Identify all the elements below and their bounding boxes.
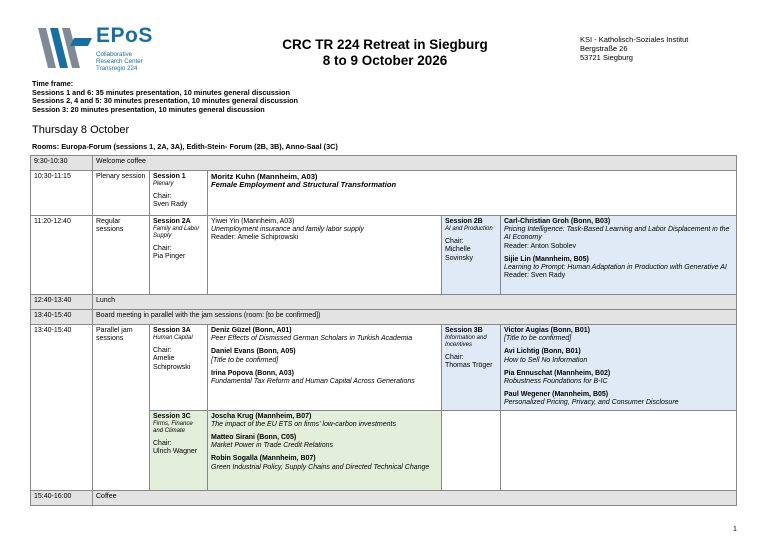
talk-cell bbox=[501, 216, 737, 295]
time-cell: 12:40-13:40 bbox=[31, 295, 93, 310]
break-cell: Board meeting in parallel with the jam sessions (room: [to be confirmed]) bbox=[93, 310, 737, 325]
session-info bbox=[150, 171, 208, 216]
paper-title: Market Power in Trade Credit Relations bbox=[211, 442, 334, 450]
speaker: Irina Popova (Bonn, A03) bbox=[211, 369, 294, 377]
chair-label: Chair: bbox=[153, 347, 172, 355]
time-cell: 10:30-11:15 bbox=[31, 171, 93, 216]
speaker: Pia Ennuschat (Mannheim, B02) bbox=[504, 369, 611, 377]
session-title: Session 3C bbox=[153, 412, 191, 420]
time-frame bbox=[32, 80, 298, 114]
time-cell: 13:40-15:40 bbox=[31, 325, 93, 491]
talk-cell bbox=[208, 171, 737, 216]
session-title: Session 1 bbox=[153, 173, 186, 180]
speaker: Yiwei Yin (Mannheim, A03) bbox=[211, 218, 295, 225]
session-type: Plenary session bbox=[93, 171, 150, 216]
table-row bbox=[31, 171, 737, 216]
paper-title: Personalized Pricing, Privacy, and Consumer Disclosure bbox=[504, 399, 679, 407]
table-row bbox=[31, 310, 737, 325]
break-cell: Lunch bbox=[93, 295, 737, 310]
chair-label: Chair: bbox=[153, 439, 172, 447]
chair-label: Chair: bbox=[445, 354, 464, 362]
time-frame-line: Sessions 2, 4 and 5: 30 minutes presentation, 10 minutes general discussion bbox=[32, 96, 299, 106]
paper-title: Fundamental Tax Reform and Human Capital Across Generations bbox=[211, 378, 415, 386]
time-cell: 15:40-16:00 bbox=[31, 490, 93, 505]
chair-label: Chair: bbox=[153, 193, 172, 201]
session-subtitle: Human Capital bbox=[153, 335, 193, 342]
page-dates: 8 to 9 October 2026 bbox=[322, 53, 448, 68]
session-title: Session 3B bbox=[445, 327, 483, 334]
chair-name: Thomas Tröger bbox=[445, 362, 493, 370]
address-line: Bergstraße 26 bbox=[580, 43, 628, 53]
page-title: CRC TR 224 Retreat in Siegburg bbox=[282, 37, 488, 52]
session-type: Regular sessions bbox=[93, 216, 150, 295]
session-info bbox=[150, 325, 208, 411]
address-line: 53721 Siegburg bbox=[580, 52, 633, 62]
session-info bbox=[150, 216, 208, 295]
time-frame-line: Session 3: 20 minutes presentation, 10 minutes general discussion bbox=[32, 104, 265, 114]
chair-label: Chair: bbox=[445, 238, 464, 246]
talk-cell bbox=[208, 216, 442, 295]
speaker: Carl-Christian Groh (Bonn, B03) bbox=[504, 218, 611, 225]
speaker: Moritz Kuhn (Mannheim, A03) bbox=[211, 172, 318, 181]
paper-title: Unemployment insurance and family labor supply bbox=[211, 226, 364, 234]
speaker: Deniz Güzel (Bonn, A01) bbox=[211, 327, 292, 334]
paper-title: Learning to Prompt: Human Adaptation in Production with Generative AI bbox=[504, 264, 727, 272]
logo-line: Transregio 224 bbox=[96, 65, 138, 72]
session-title: Session 2A bbox=[153, 218, 191, 225]
venue-address bbox=[580, 36, 688, 62]
session-subtitle: Firms, Finance and Climate bbox=[153, 420, 193, 434]
chair-label: Chair: bbox=[153, 245, 172, 253]
time-cell: 13:40-15:40 bbox=[31, 310, 93, 325]
rooms-info: Rooms: Europa-Forum (sessions 1, 2A, 3A), Edith-Stein- Forum (2B, 3B), Anno-Saal (3C) bbox=[32, 142, 338, 151]
session-info bbox=[442, 216, 501, 295]
speaker: Sijie Lin (Mannheim, B05) bbox=[504, 255, 589, 263]
talk-cell bbox=[208, 410, 442, 490]
paper-title: [Title to be confirmed] bbox=[504, 335, 572, 343]
page-number: 1 bbox=[733, 526, 737, 533]
paper-title: Green Industrial Policy, Supply Chains and Directed Technical Change bbox=[211, 463, 430, 471]
chair-name: Amelie Schiprowski bbox=[153, 355, 191, 371]
table-row bbox=[31, 216, 737, 295]
reader: Reader: Amelie Schiprowski bbox=[211, 234, 299, 242]
day-heading: Thursday 8 October bbox=[32, 124, 130, 136]
paper-title: The impact of the EU ETS on firms' low-carbon investments bbox=[211, 420, 396, 428]
time-cell: 11:20-12:40 bbox=[31, 216, 93, 295]
schedule-table bbox=[30, 155, 737, 506]
empty-cell bbox=[501, 410, 737, 490]
chair-name: Pia Pinger bbox=[153, 253, 186, 261]
session-subtitle: Plenary bbox=[153, 181, 174, 188]
time-frame-line: Sessions 1 and 6: 35 minutes presentation, 10 minutes general discussion bbox=[32, 87, 290, 97]
session-title: Session 3A bbox=[153, 327, 191, 334]
table-row bbox=[31, 156, 737, 171]
session-info bbox=[150, 410, 208, 490]
break-cell: Coffee bbox=[93, 490, 737, 505]
talk-cell bbox=[208, 325, 442, 411]
session-type: Parallel jam sessions bbox=[93, 325, 150, 491]
speaker: Paul Wegener (Mannheim, B05) bbox=[504, 391, 609, 399]
session-title: Session 2B bbox=[445, 218, 483, 225]
chair-name: Sven Rady bbox=[153, 201, 188, 209]
talk-cell bbox=[501, 325, 737, 411]
speaker: Avi Lichtig (Bonn, B01) bbox=[504, 348, 581, 356]
speaker: Daniel Evans (Bonn, A05) bbox=[211, 348, 296, 356]
session-subtitle: Family and Labor Supply bbox=[153, 226, 200, 240]
reader: Reader: Sven Rady bbox=[504, 272, 566, 280]
empty-cell bbox=[442, 410, 501, 490]
speaker: Joscha Krug (Mannheim, B07) bbox=[211, 412, 312, 420]
paper-title: How to Sell No Information bbox=[504, 356, 588, 364]
epos-logo-mark-icon bbox=[36, 24, 94, 72]
paper-title: Pricing Intelligence: Task-Based Learning and Labor Displacement in the AI Economy bbox=[504, 226, 730, 242]
paper-title: Robustness Foundations for B-IC bbox=[504, 378, 608, 386]
paper-title: Female Employment and Structural Transformation bbox=[211, 180, 397, 190]
address-line: KSI - Katholisch-Soziales Institut bbox=[580, 35, 689, 44]
time-cell: 9:30-10:30 bbox=[31, 156, 93, 171]
logo-brand: EPoS bbox=[96, 24, 153, 47]
speaker: Victor Augias (Bonn, B01) bbox=[504, 327, 590, 334]
logo-line: Research Center bbox=[96, 58, 143, 65]
paper-title: [Title to be confirmed] bbox=[211, 356, 279, 364]
speaker: Matteo Sirani (Bonn, C05) bbox=[211, 434, 297, 442]
speaker: Robin Sogalla (Mannheim, B07) bbox=[211, 455, 316, 463]
session-subtitle: Information and Incentives bbox=[445, 335, 487, 349]
paper-title: Peer Effects of Dismissed German Scholars in Turkish Academia bbox=[211, 335, 413, 343]
session-info bbox=[442, 325, 501, 411]
chair-name: Ulrich Wagner bbox=[153, 448, 198, 456]
table-row bbox=[31, 490, 737, 505]
table-row bbox=[31, 325, 737, 411]
epos-logo bbox=[36, 24, 166, 74]
session-subtitle: AI and Production bbox=[445, 226, 493, 233]
logo-line: Collaborative bbox=[96, 51, 133, 58]
time-frame-label: Time frame: bbox=[32, 79, 74, 88]
reader: Reader: Anton Sobolev bbox=[504, 242, 576, 250]
break-cell: Welcome coffee bbox=[93, 156, 737, 171]
table-row bbox=[31, 295, 737, 310]
chair-name: Michelle Sovinsky bbox=[445, 246, 474, 262]
